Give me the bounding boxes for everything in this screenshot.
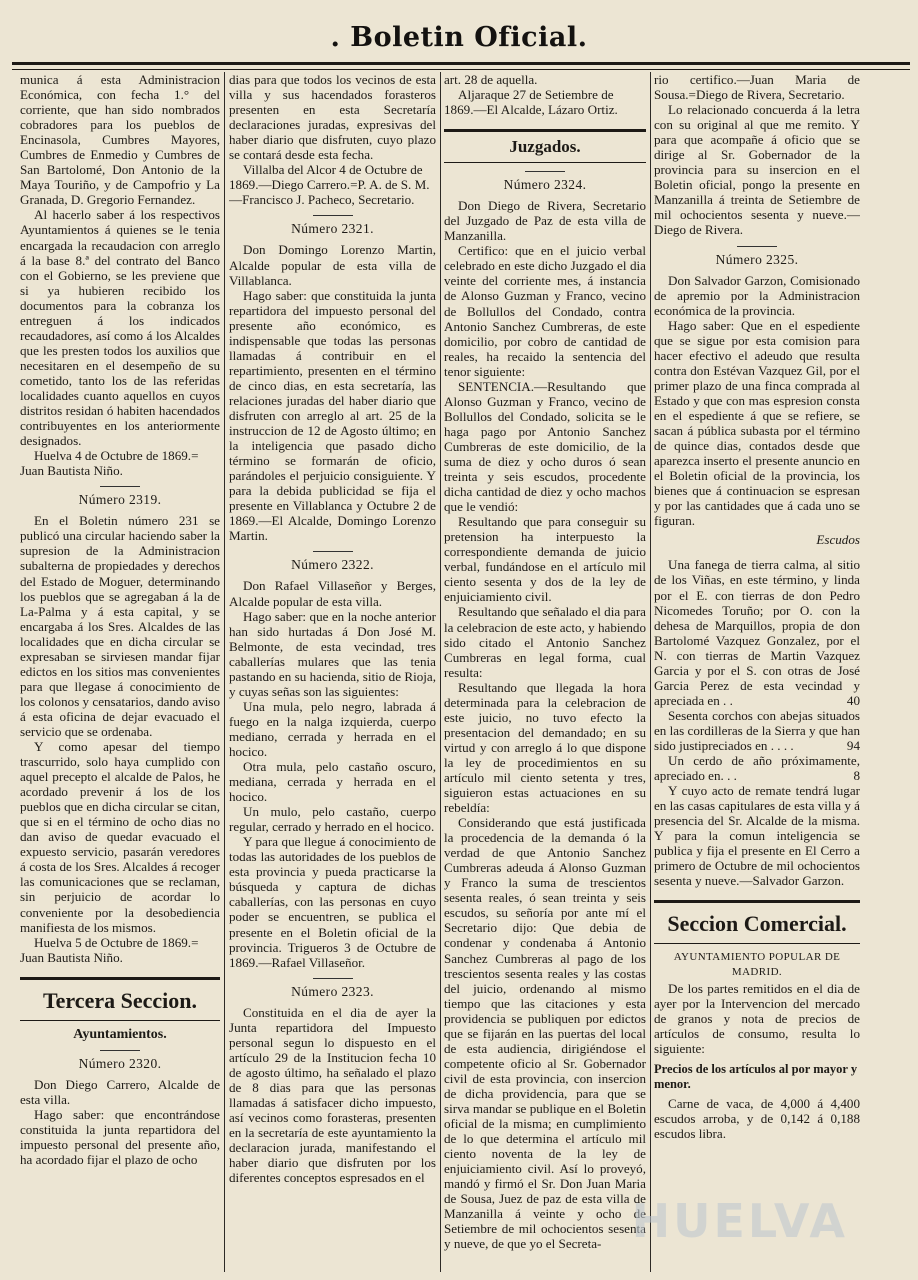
paragraph: Resultando que llegada la hora determinada para la celebracion de este juicio, no tuvo efecto la presentacion del demandado; en su virtud y con arreglo á lo que dispone la ley de procedimientos en su artículo mil ciento setenta y tres, siguieron estas actuaciones en su rebeldía: (444, 679, 646, 816)
masthead-rule (12, 62, 910, 70)
huelva-watermark-logo: HUELVA (631, 1194, 848, 1248)
article-number: Número 2322. (229, 551, 436, 572)
auction-item (654, 557, 860, 707)
paragraph: De los partes remitidos en el dia de ayer por la Intervencion del mercado de granos y nota de precios de artículos de consumo, resulta lo siguiente: (654, 980, 860, 1056)
article-number: Número 2320. (20, 1050, 220, 1071)
paragraph: Y para que llegue á conocimiento de todas las autoridades de los pueblos de esta provincia y pueda practicarse la búsqueda y captura de dichas caballerías, con las personas en cuyo poder se encuentren, se publica el presente en el Boletin oficial de la provincia. Trigueros 3 de Octubre de 1869.—Rafael Villaseñor. (229, 834, 436, 970)
auction-item (654, 753, 860, 783)
item-price: 8 (853, 768, 860, 784)
item-text: Una fanega de tierra calma, al sitio de los Viñas, en este término, y linda por el E. con tierras de don Pedro Nicomedes Toruño; por O. con la dehesa de Marquillos, propia de don Bartolomé Vazquez Gonzalez, por el N. con tierras de Martin Vazquez Garcia y por el S. con otras de José Garcia Perez de esta vecindad y apreciada en . . (654, 557, 860, 708)
paragraph: Don Diego Carrero, Alcalde de esta villa. (20, 1076, 220, 1107)
article-number: Número 2323. (229, 978, 436, 999)
paragraph: Resultando que señalado el dia para la celebracion de este acto, y habiendo sido citado el Antonio Sanchez Cumbreras en legal forma, cual resulta: (444, 604, 646, 680)
paragraph: rio certifico.—Juan Maria de Sousa.=Diego de Rivera, Secretario. (654, 72, 860, 103)
paragraph: Resultando que para conseguir su pretension ha interpuesto la correspondiente demanda de juicio verbal, fundándose en el artículo mil ciento sesenta y dos de la ley de enjuiciamiento civil. (444, 514, 646, 605)
paragraph: Constituida en el dia de ayer la Junta repartidora del Impuesto personal segun lo dispuesto en el artículo 29 de la Institucion fecha 10 de agosto último, ha señalado el plazo de 8 dias para que las personas llamadas á satisfacer dicho impuesto, así vecinos como forasteras, presenten en la secretaría de este ayuntamiento la declaracion jurada, manifestando el haber diario que disfruten por los diferentes conceptos espresados en el (229, 1004, 436, 1186)
paragraph: Considerando que está justificada la procedencia de la demanda ó la verdad de que Antonio Sanchez Cumbreras adeuda á Alonso Guzman y Franco la suma de trescientos sesenta reales, ó sean treinta y seis escudos, su señoría por ante mí el Secretario dijo: Que debia de condenar y condenaba á Antonio Sanchez Cumbreras al pago de los trescientos sesenta reales y las costas del juicio, ordenando al mismo tiempo que las citaciones y esta providencia se publiquen por edictos que se fijarán en las puertas del local de esta audiencia, dirigiéndose el competente oficio al Sr. Gobernador civil de esta provincia, con insercion de dicha providencia, para que se sirva mandar se publique en el Boletin oficial de la misma; en cumplimiento de lo que determina el artículo mil ciento noventa de la ley de enjuiciamiento civil. Así lo proveyó, mandó y firmó el Sr. Don Juan Maria de Sousa, Juez de paz de esta villa de Manzanilla á veinte y ocho de Setiembre de mil ochocientos sesenta y nueve, de que yo el Secreta- (444, 815, 646, 1252)
article-number: Número 2324. (444, 171, 646, 192)
article-number: Número 2321. (229, 215, 436, 236)
column-divider (650, 72, 651, 1272)
column-divider (440, 72, 441, 1272)
subsection-heading: Ayuntamientos. (73, 1026, 167, 1042)
paragraph: Hago saber: Que en el espediente que se sigue por esta comision para hacer efectivo el adeudo que resulta contra don Estévan Vazquez Gil, por el primer plazo de una finca comprada al Estado y que con mas espresion consta en el espediente á que se refiere, se sacan á pública subasta por el término de quince dias, contados desde que aparezca inserto el presente anuncio en el Boletin oficial de la provincia, los bienes que á continuacion se espresan y por las cantidades que á cada uno se figuran. (654, 317, 860, 529)
paragraph: Hago saber: que encontrándose constituida la junta repartidora del impuesto personal del presente año, ha acordado fijar el plazo de ocho (20, 1106, 220, 1168)
paragraph: Hago saber: que constituida la junta repartidora del impuesto personal del presente año económico, es indispensable que todas las personas llamadas á contribuir en el repartimiento, presenten en el término de cinco dias, en esta secretaría, las relaciones juradas del haber diario que disfruten con arreglo al art. 25 de la instruccion de 12 de Agosto último; en la inteligencia que pasado dicho término se formarán de oficio, parándoles el perjuicio consiguiente. Y para la debida publicidad se fija el presente en Villablanca y Octubre 2 de 1869.—El Alcalde, Domingo Lorenzo Martin. (229, 287, 436, 544)
auction-item (654, 708, 860, 753)
subsection-heading: AYUNTAMIENTO POPULAR DE MADRID. (673, 951, 841, 979)
column-2 (229, 72, 436, 1272)
column-3 (444, 72, 646, 1272)
masthead-title: . Boletin Oficial. (330, 22, 588, 53)
article-number: Número 2325. (654, 246, 860, 267)
item-price: 40 (846, 692, 860, 708)
paragraph: Don Diego de Rivera, Secretario del Juzgado de Paz de esta villa de Manzanilla. (444, 198, 646, 244)
paragraph: Lo relacionado concuerda á la letra con su original al que me remito. Y para que acompañe á oficio que se dirige al Sr. Gobernador de la provincia para su insercion en el Boletin oficial, pongo la presente en Manzanilla á treinta de Setiembre de mil ochocientos sesenta y nueve.—Diego de Rivera. (654, 102, 860, 238)
paragraph: SENTENCIA.—Resultando que Alonso Guzman y Franco, vecino de Bollullos del Condado, solicita se le haga pago por Antonio Sanchez Cumbreras de este domicilio, de la suma de diez y ocho duros ó sean treinta y seis escudos, procedente dicha cantidad de diez y ocho machos que le vendió: (444, 378, 646, 515)
paragraph: Un mulo, pelo castaño, cuerpo regular, cerrado y herrado en el hocico. (229, 804, 436, 835)
section-heading: Tercera Seccion. (20, 977, 220, 1021)
item-price: 94 (846, 737, 860, 753)
paragraph: munica á esta Administracion Económica, con fecha 1.° del corriente, que han sido nombrados cobradores para los pueblos de Encinasola, Cumbres Mayores, Cumbres de Enmedio y Cumbres de San Bartolomé, Don Antonio de la Maya Touriño, y de Campofrio y La Granada, D. Gregorio Fernandez. (20, 72, 220, 208)
section-heading: Seccion Comercial. (654, 900, 860, 944)
signature: Huelva 5 de Octubre de 1869.= Juan Bautista Niño. (20, 934, 199, 965)
paragraph: art. 28 de aquella. (444, 72, 538, 87)
paragraph: Carne de vaca, de 4,000 á 4,400 escudos arroba, y de 0,142 á 0,188 escudos libra. (654, 1095, 860, 1141)
paragraph: Don Salvador Garzon, Comisionado de apremio por la Administracion económica de la provincia. (654, 272, 860, 318)
item-text: Un cerdo de año próximamente, apreciado en. . . (654, 753, 860, 784)
column-divider (224, 72, 225, 1272)
signature: Huelva 4 de Octubre de 1869.= Juan Bautista Niño. (20, 448, 199, 479)
paragraph: Una mula, pelo negro, labrada á fuego en la nalga izquierda, cuerpo mediano, cerrada y herrada en el hocico. (229, 698, 436, 759)
column-1 (20, 72, 220, 1272)
price-heading: Precios de los artículos al por mayor y menor. (654, 1061, 858, 1091)
paragraph: Otra mula, pelo castaño oscuro, mediana, cerrada y herrada en el hocico. (229, 759, 436, 805)
signature: Villalba del Alcor 4 de Octubre de 1869.—Diego Carrero.=P. A. de S. M.—Francisco J. Pacheco, Secretario. (229, 162, 430, 208)
paragraph: dias para que todos los vecinos de esta villa y sus hacendados forasteros presenten en esta Secretaría declaraciones juradas, expresivas del haber diario que disfruten, cuyo plazo se contará desde esta fecha. (229, 72, 436, 163)
column-4 (654, 72, 860, 1272)
article-number: Número 2319. (20, 486, 220, 507)
escudos-label: Escudos (816, 532, 860, 548)
paragraph: Certifico: que en el juicio verbal celebrado en este dicho Juzgado el dia veinte del corriente mes, á instancia de Alonso Guzman y Franco, vecino de Bollullos del Condado, contra Antonio Sanchez Cumbreras, de este domicilio, por cobro de cantidad de reales, ha recaido la sentencia del tenor siguiente: (444, 243, 646, 379)
section-heading: Juzgados. (444, 129, 646, 163)
paragraph: En el Boletin número 231 se publicó una circular haciendo saber la supresion de la Administracion subalterna de propiedades y derechos del Estado de Moguer, determinando los pueblos que se agregaban á la de La-Palma y á esta capital, y se encargaba á los Sres. Alcaldes de las localidades que en dicha circular se expresaban se sirviesen mandar fijar edictos en los sitios mas convenientes para que llegase á conocimiento de los colonos y censatarios, dando aviso á esta oficina de dejar evacuado el servicio que se ordenaba. (20, 513, 220, 739)
item-text: Sesenta corchos con abejas situados en las cordilleras de la Sierra y que han sido justipreciados en . . . . (654, 707, 860, 753)
paragraph: Don Rafael Villaseñor y Berges, Alcalde popular de esta villa. (229, 578, 436, 609)
paragraph: Y cuyo acto de remate tendrá lugar en las casas capitulares de esta villa y á presencia del Sr. Alcalde de la misma. Y para la comun inteligencia se publica y fija el presente en El Cerro a primero de Octubre de mil ochocientos sesenta y nueve.—Salvador Garzon. (654, 783, 860, 889)
paragraph: Hago saber: que en la noche anterior han sido hurtadas á Don José M. Belmonte, de esta vecindad, tres caballerías mulares que las tenia pastando en su hacienda, sitio de Rioja, y cuyas señas son las siguientes: (229, 608, 436, 699)
signature: Aljaraque 27 de Setiembre de 1869.—El Alcalde, Lázaro Ortiz. (444, 87, 618, 118)
paragraph: Don Domingo Lorenzo Martin, Alcalde popular de esta villa de Villablanca. (229, 242, 436, 288)
paragraph: Y como apesar del tiempo trascurrido, solo haya cumplido con aquel precepto el alcalde de Palos, he acordado prevenir á los de los pueblos que en dicha circular se citan, que si en el término de ocho dias no dan aviso de quedar evacuado el expuesto servicio, pasarán veredores á costa de los Sres. Alcaldes á recoger las comunicaciones que se reclaman, sin perjuicio de acordar lo conveniente por la desobediencia manifiesta de los mismos. (20, 739, 220, 935)
paragraph: Al hacerlo saber á los respectivos Ayuntamientos á quienes se le tenia encargada la recaudacion con arreglo á la base 8.ª del contrato del Banco con el Gobierno, se les previene que si ya hubieren recibido los documentos para la cobranza los entreguen á los indicados recaudadores, así como á los Alcaldes que les presten todos los auxilios que necesitaren en el desempeño de su cometido, tanto los de las referidas localidades cuanto aquellos en cuyos distritos residan ó habiten hacendados contribuyentes en los anteriormente designados. (20, 207, 220, 449)
